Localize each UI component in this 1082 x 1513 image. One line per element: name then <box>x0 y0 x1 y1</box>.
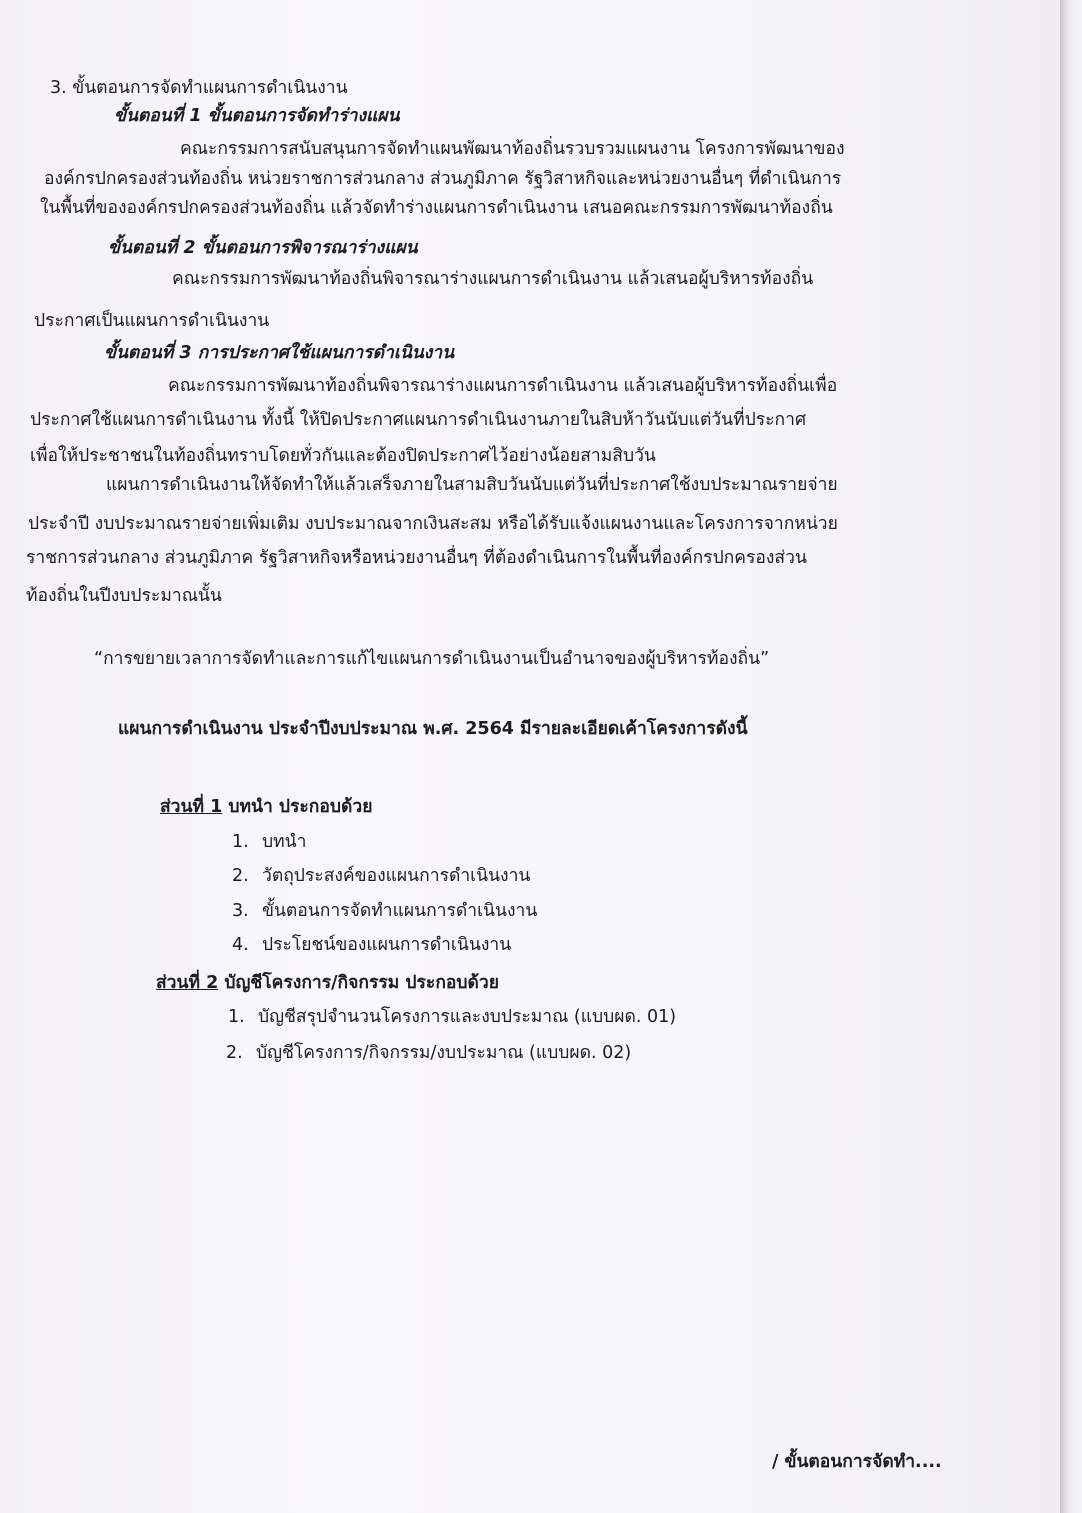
item-text: ขั้นตอนการจัดทำแผนการดำเนินงาน <box>262 901 538 921</box>
body-line: ราชการส่วนกลาง ส่วนภูมิภาค รัฐวิสาหกิจหรือหน่วยงานอื่นๆ ที่ต้องดำเนินการในพื้นที่องค์กรปกครองส่วน <box>26 548 807 568</box>
step2-line: ประกาศเป็นแผนการดำเนินงาน <box>34 311 270 331</box>
item-text: บัญชีโครงการ/กิจกรรม/งบประมาณ (แบบผด. 02) <box>256 1043 632 1063</box>
list-item <box>226 1041 631 1065</box>
body-line: ท้องถิ่นในปีงบประมาณนั้น <box>26 586 222 606</box>
item-number: 2. <box>232 866 249 886</box>
list-item <box>228 1005 676 1029</box>
step2-title: ขั้นตอนที่ 2 ขั้นตอนการพิจารณาร่างแผน <box>108 238 418 258</box>
item-text: ประโยชน์ของแผนการดำเนินงาน <box>262 935 512 955</box>
step1-title: ขั้นตอนที่ 1 ขั้นตอนการจัดทำร่างแผน <box>114 106 400 126</box>
step1-line: คณะกรรมการสนับสนุนการจัดทำแผนพัฒนาท้องถิ่นรวบรวมแผนงาน โครงการพัฒนาของ <box>180 139 845 159</box>
item-number: 1. <box>232 832 249 852</box>
page-edge-shadow <box>1060 0 1082 1513</box>
step3-line: เพื่อให้ประชาชนในท้องถิ่นทราบโดยทั่วกันและต้องปิดประกาศไว้อย่างน้อยสามสิบวัน <box>30 446 656 466</box>
body-line: แผนการดำเนินงานให้จัดทำให้แล้วเสร็จภายในสามสิบวันนับแต่วันที่ประกาศใช้งบประมาณรายจ่าย <box>106 475 838 495</box>
step1-line: ในพื้นที่ขององค์กรปกครองส่วนท้องถิ่น แล้วจัดทำร่างแผนการดำเนินงาน เสนอคณะกรรมการพัฒนาท้องถิ่น <box>40 198 833 218</box>
item-number: 1. <box>228 1007 245 1027</box>
item-number: 2. <box>226 1043 243 1063</box>
step2-line: คณะกรรมการพัฒนาท้องถิ่นพิจารณาร่างแผนการดำเนินงาน แล้วเสนอผู้บริหารท้องถิ่น <box>172 269 814 289</box>
footer-continuation: / ขั้นตอนการจัดทำ.... <box>772 1452 942 1472</box>
item-number: 3. <box>232 901 249 921</box>
list-item <box>232 899 537 923</box>
step3-title: ขั้นตอนที่ 3 การประกาศใช้แผนการดำเนินงาน <box>104 343 455 363</box>
item-number: 4. <box>232 935 249 955</box>
part1-label: ส่วนที่ 1 <box>160 797 223 817</box>
quote: “การขยายเวลาการจัดทำและการแก้ไขแผนการดำเนินงานเป็นอำนาจของผู้บริหารท้องถิ่น” <box>94 649 770 669</box>
item-text: วัตถุประสงค์ของแผนการดำเนินงาน <box>262 866 531 886</box>
part2-heading <box>156 971 499 995</box>
part2-label: ส่วนที่ 2 <box>156 973 219 993</box>
part1-title: บทนำ ประกอบด้วย <box>222 797 373 817</box>
step3-line: ประกาศใช้แผนการดำเนินงาน ทั้งนี้ ให้ปิดประกาศแผนการดำเนินงานภายในสิบห้าวันนับแต่วันที่ประกาศ <box>30 410 807 430</box>
list-item <box>232 864 530 888</box>
item-text: บัญชีสรุปจำนวนโครงการและงบประมาณ (แบบผด. 01) <box>258 1007 677 1027</box>
list-item <box>232 830 306 854</box>
step3-line: คณะกรรมการพัฒนาท้องถิ่นพิจารณาร่างแผนการดำเนินงาน แล้วเสนอผู้บริหารท้องถิ่นเพื่อ <box>168 376 838 396</box>
body-line: ประจำปี งบประมาณรายจ่ายเพิ่มเติม งบประมาณจากเงินสะสม หรือได้รับแจ้งแผนงานและโครงการจากหน่วย <box>28 514 838 534</box>
list-item <box>232 933 511 957</box>
part1-heading <box>160 795 372 819</box>
item-text: บทนำ <box>262 832 307 852</box>
part2-title: บัญชีโครงการ/กิจกรรม ประกอบด้วย <box>218 973 499 993</box>
section-heading: 3. ขั้นตอนการจัดทำแผนการดำเนินงาน <box>50 78 348 98</box>
step1-line: องค์กรปกครองส่วนท้องถิ่น หน่วยราชการส่วนกลาง ส่วนภูมิภาค รัฐวิสาหกิจและหน่วยงานอื่นๆ ที่ดำเนินการ <box>44 169 842 189</box>
plan-heading: แผนการดำเนินงาน ประจำปีงบประมาณ พ.ศ. 2564 มีรายละเอียดเค้าโครงการดังนี้ <box>118 719 748 739</box>
